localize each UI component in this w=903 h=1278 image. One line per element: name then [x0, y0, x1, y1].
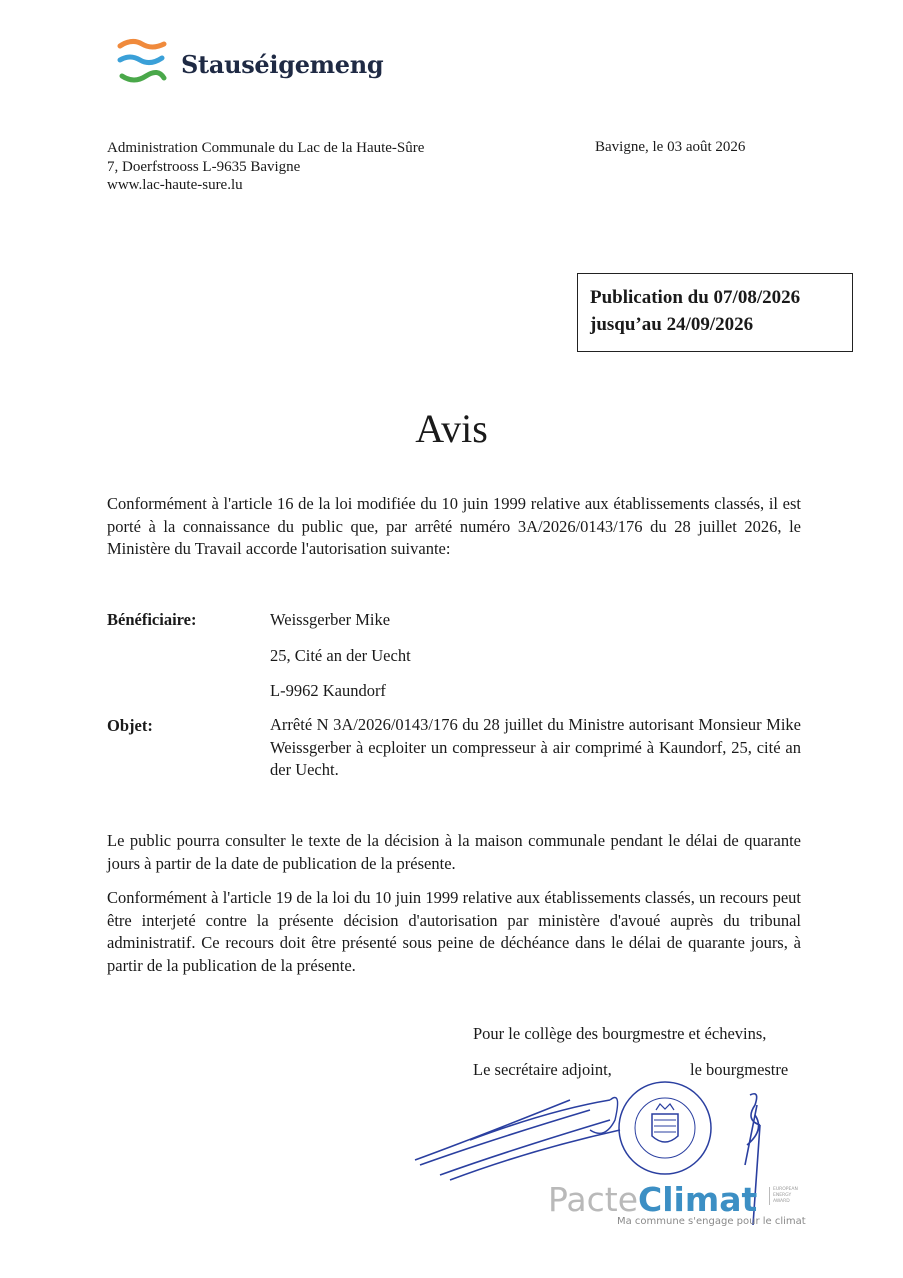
logo-text: Stauséigemeng [181, 50, 384, 79]
beneficiary-name: Weissgerber Mike [270, 610, 391, 629]
award-line: EUROPEAN [773, 1187, 798, 1192]
consultation-paragraph: Le public pourra consulter le texte de la décision à la maison communale pendant le délai de quarante jours à partir de la date de publication de la présente. [107, 831, 801, 873]
commune-logo-icon [116, 36, 168, 88]
pacte-word: Pacte [548, 1180, 639, 1219]
address-line: Administration Communale du Lac de la Haute-Sûre [107, 140, 425, 156]
document-title: Avis [415, 406, 488, 451]
beneficiary-city: L-9962 Kaundorf [270, 681, 386, 700]
publication-end: jusqu’au 24/09/2026 [590, 314, 754, 335]
pacte-climat-logo [548, 1180, 757, 1219]
secretary-signature-icon [410, 1080, 630, 1190]
signature-mayor: le bourgmestre [690, 1060, 789, 1079]
climat-word: Climat [638, 1180, 758, 1219]
beneficiary-label: Bénéficiaire: [107, 610, 197, 629]
website-link[interactable]: www.lac-haute-sure.lu [107, 177, 243, 193]
signature-college: Pour le collège des bourgmestre et échevins, [473, 1024, 767, 1043]
object-text: Arrêté N 3A/2026/0143/176 du 28 juillet du Ministre autorisant Monsieur Mike Weissgerber à ecploiter un compresseur à air comprimé à Kaundorf, 25, cité an der Uecht. [270, 715, 801, 779]
award-line: ENERGY [773, 1193, 792, 1198]
letter-date: Bavigne, le 03 août 2026 [595, 139, 746, 155]
intro-paragraph: Conformément à l'article 16 de la loi modifiée du 10 juin 1999 relative aux établissements classés, il est porté à la connaissance du public que, par arrêté numéro 3A/2026/0143/176 du 28 juillet 2026, le Ministère du Travail accorde l'autorisation suivante: [107, 494, 801, 558]
publication-box [577, 273, 853, 352]
publication-start: Publication du 07/08/2026 [590, 287, 801, 308]
pacte-tagline: Ma commune s'engage pour le climat [617, 1216, 806, 1227]
signature-secretary: Le secrétaire adjoint, [473, 1060, 612, 1079]
beneficiary-street: 25, Cité an der Uecht [270, 646, 411, 665]
sender-address [107, 139, 424, 195]
european-energy-award [769, 1187, 805, 1205]
appeal-paragraph: Conformément à l'article 19 de la loi du 10 juin 1999 relative aux établissements classés, un recours peut être interjeté contre la présente décision d'autorisation par ministère d'avoué auprès du tribunal administratif. Ce recours doit être présenté sous peine de déchéance dans le délai de quarante jours, à partir de la publication de la présente. [107, 888, 801, 975]
object-label: Objet: [107, 716, 153, 735]
address-line: 7, Doerfstrooss L-9635 Bavigne [107, 158, 301, 175]
award-line: AWARD [773, 1199, 790, 1204]
